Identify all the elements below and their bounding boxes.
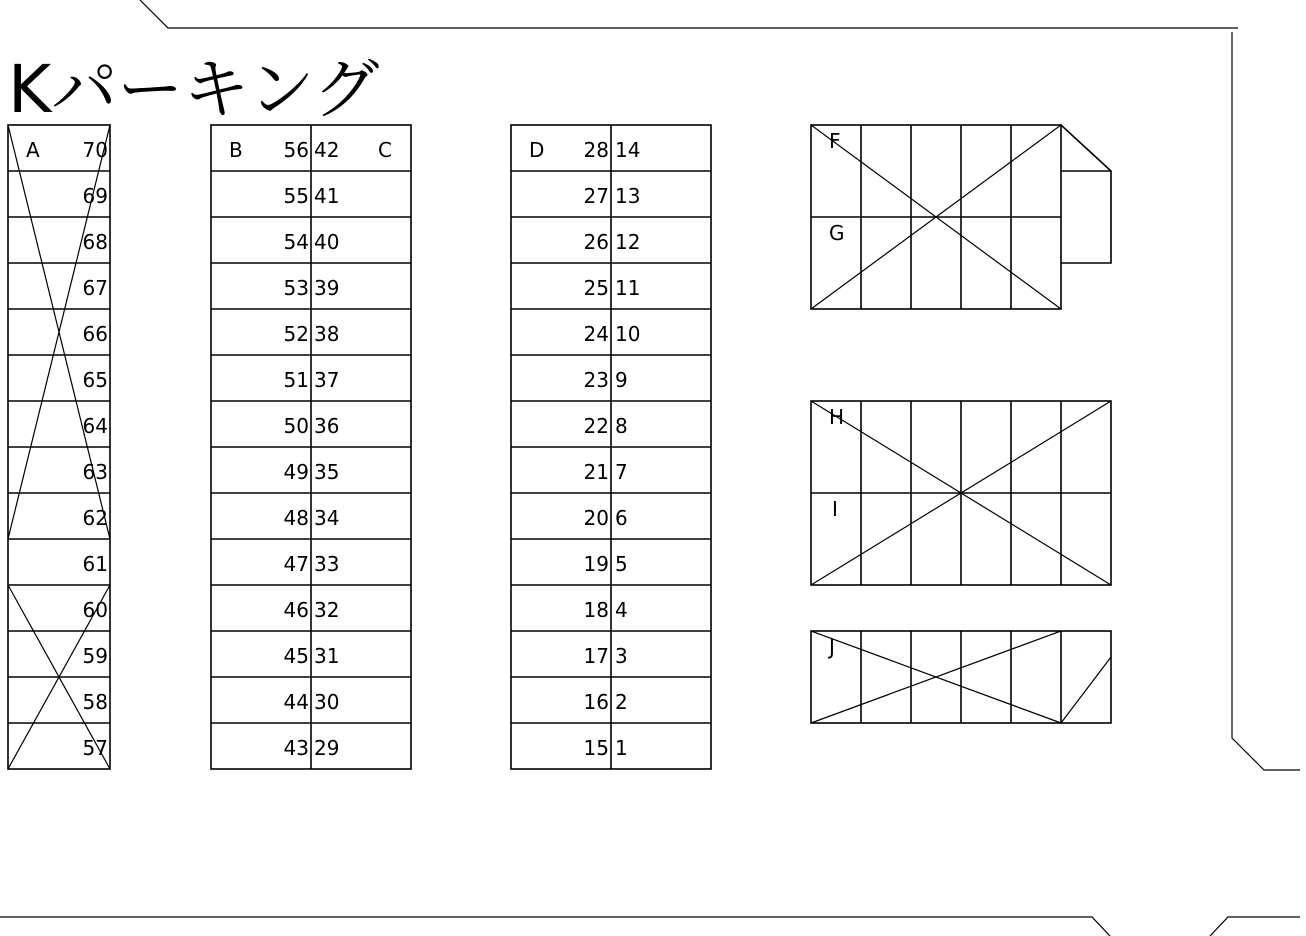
space-33: 33 [314, 552, 340, 576]
row-d [511, 125, 711, 769]
space-17: 17 [583, 644, 609, 668]
space-50: 50 [283, 414, 309, 438]
space-45: 45 [283, 644, 309, 668]
space-16: 16 [583, 690, 609, 714]
space-69: 69 [82, 184, 108, 208]
space-25: 25 [583, 276, 609, 300]
space-66: 66 [82, 322, 108, 346]
space-32: 32 [314, 598, 340, 622]
zone-label-c: C [378, 138, 392, 162]
space-36: 36 [314, 414, 340, 438]
space-4: 4 [615, 598, 628, 622]
space-70: 70 [82, 138, 108, 162]
space-58: 58 [82, 690, 108, 714]
zone-label-g: G [829, 221, 845, 245]
space-65: 65 [82, 368, 108, 392]
space-61: 61 [82, 552, 108, 576]
space-1: 1 [615, 736, 628, 760]
block-h-i [811, 401, 1111, 585]
space-27: 27 [583, 184, 609, 208]
space-42: 42 [314, 138, 340, 162]
space-6: 6 [615, 506, 628, 530]
space-37: 37 [314, 368, 340, 392]
space-18: 18 [583, 598, 609, 622]
space-39: 39 [314, 276, 340, 300]
page-title: Kパーキング [8, 51, 380, 128]
zone-label-j: J [829, 635, 835, 659]
space-43: 43 [283, 736, 309, 760]
space-2: 2 [615, 690, 628, 714]
space-52: 52 [283, 322, 309, 346]
space-7: 7 [615, 460, 628, 484]
space-62: 62 [82, 506, 108, 530]
space-13: 13 [615, 184, 641, 208]
space-22: 22 [583, 414, 609, 438]
space-59: 59 [82, 644, 108, 668]
space-26: 26 [583, 230, 609, 254]
space-14: 14 [615, 138, 641, 162]
space-53: 53 [283, 276, 309, 300]
space-64: 64 [82, 414, 108, 438]
space-60: 60 [82, 598, 108, 622]
space-40: 40 [314, 230, 340, 254]
space-11: 11 [615, 276, 641, 300]
space-63: 63 [82, 460, 108, 484]
space-29: 29 [314, 736, 340, 760]
space-31: 31 [314, 644, 340, 668]
space-57: 57 [82, 736, 108, 760]
space-55: 55 [283, 184, 309, 208]
space-24: 24 [583, 322, 609, 346]
space-23: 23 [583, 368, 609, 392]
space-41: 41 [314, 184, 340, 208]
space-44: 44 [283, 690, 309, 714]
zone-label-a: A [26, 138, 40, 162]
space-10: 10 [615, 322, 641, 346]
zone-label-f: F [829, 129, 841, 153]
zone-label-h: H [829, 405, 845, 429]
space-15: 15 [583, 736, 609, 760]
zone-label-b: B [229, 138, 243, 162]
row-a [8, 125, 110, 769]
space-28: 28 [583, 138, 609, 162]
space-54: 54 [283, 230, 309, 254]
space-21: 21 [583, 460, 609, 484]
space-8: 8 [615, 414, 628, 438]
space-56: 56 [283, 138, 309, 162]
row-b-c [211, 125, 411, 769]
zone-label-d: D [529, 138, 545, 162]
space-19: 19 [583, 552, 609, 576]
space-9: 9 [615, 368, 628, 392]
space-68: 68 [82, 230, 108, 254]
block-j [811, 631, 1111, 723]
space-30: 30 [314, 690, 340, 714]
space-34: 34 [314, 506, 340, 530]
space-35: 35 [314, 460, 340, 484]
space-51: 51 [283, 368, 309, 392]
space-3: 3 [615, 644, 628, 668]
block-f-g [811, 125, 1111, 309]
space-49: 49 [283, 460, 309, 484]
space-46: 46 [283, 598, 309, 622]
space-38: 38 [314, 322, 340, 346]
zone-label-i: I [832, 497, 838, 521]
space-67: 67 [82, 276, 108, 300]
space-48: 48 [283, 506, 309, 530]
space-47: 47 [283, 552, 309, 576]
space-5: 5 [615, 552, 628, 576]
space-12: 12 [615, 230, 641, 254]
space-20: 20 [583, 506, 609, 530]
